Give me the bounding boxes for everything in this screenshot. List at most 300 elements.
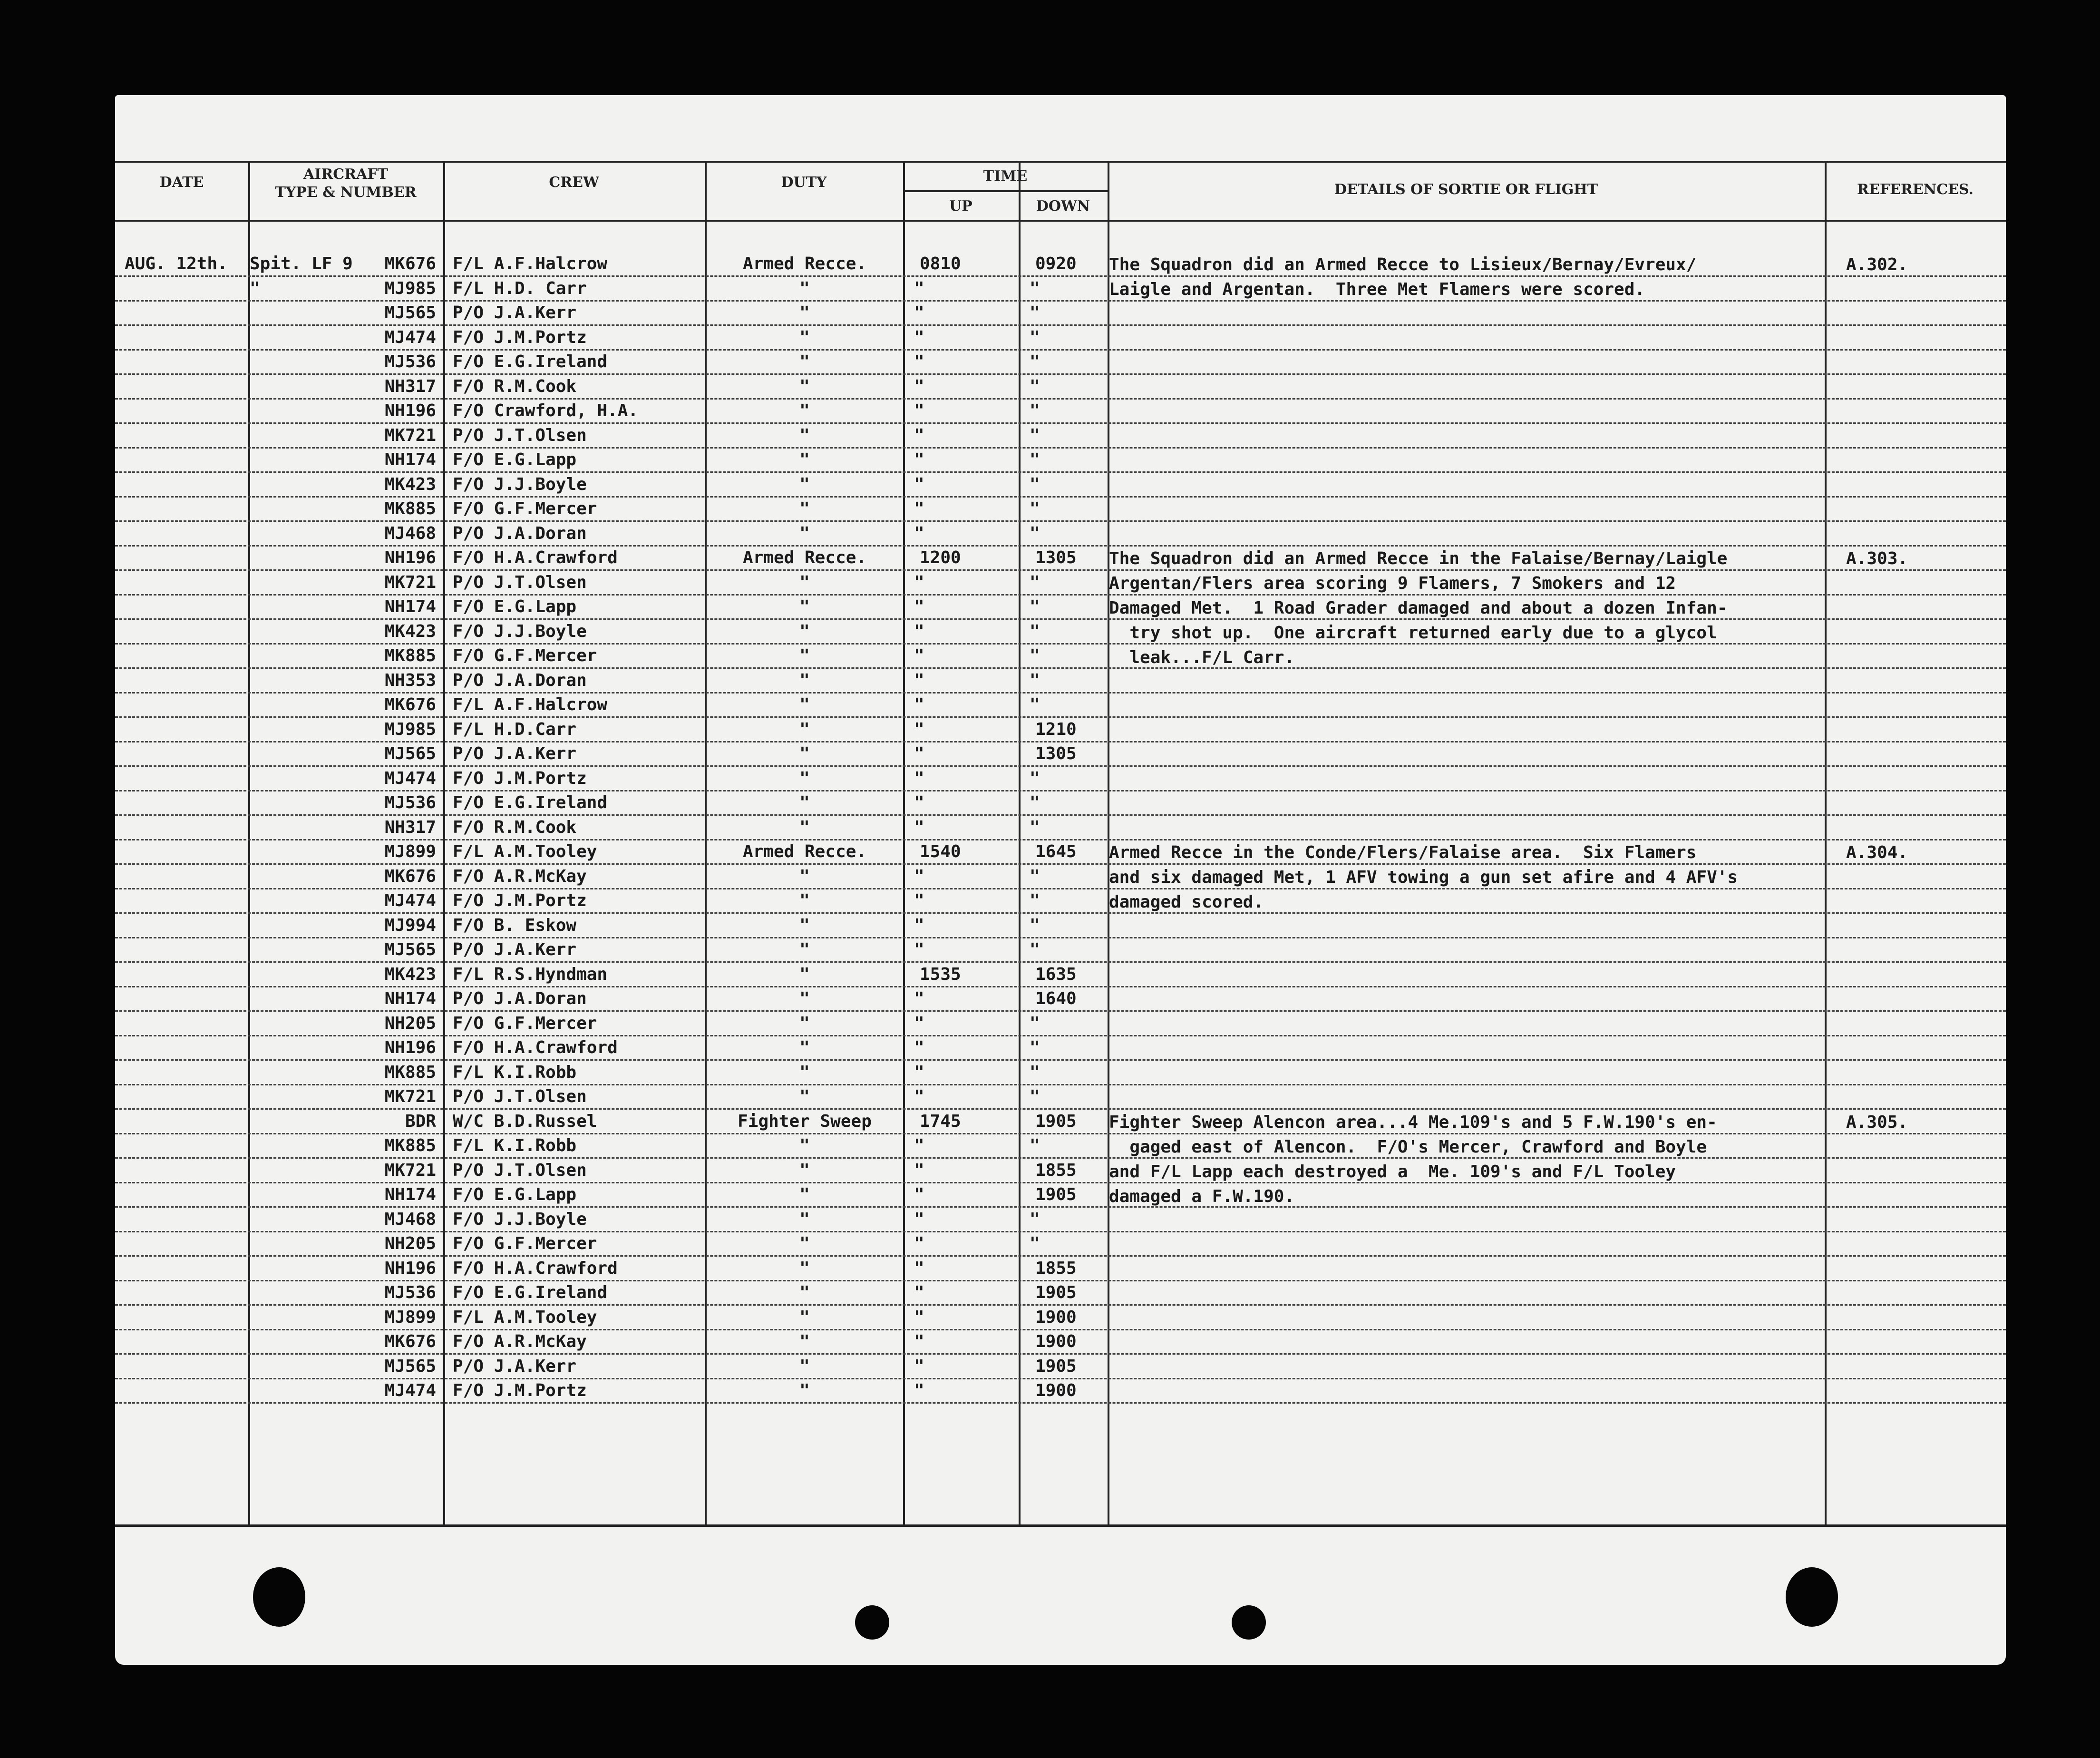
time-up-cell: " <box>914 425 924 445</box>
row-rule <box>115 741 2006 742</box>
time-up-cell: " <box>914 1038 924 1057</box>
duty-cell: " <box>799 450 810 469</box>
column-divider <box>705 162 707 1526</box>
time-up-cell: " <box>914 744 924 763</box>
time-up-cell: " <box>914 695 924 714</box>
time-down-cell: " <box>1030 670 1040 690</box>
row-rule <box>115 1231 2006 1232</box>
time-down-cell: 1900 <box>1035 1307 1077 1327</box>
aircraft-number-cell: MK676 <box>384 695 436 714</box>
header-details: DETAILS OF SORTIE OR FLIGHT <box>1334 181 1598 198</box>
aircraft-number-cell: MJ474 <box>384 768 436 788</box>
aircraft-number-cell: MJ468 <box>384 523 436 543</box>
time-down-cell: 1900 <box>1035 1332 1077 1351</box>
time-down-cell: " <box>1030 352 1040 371</box>
sortie-details: The Squadron did an Armed Recce in the Falaise/Bernay/Laigle Argentan/Flers area scoring 9 Flamers, 7 Smokers and 12 Damaged Met. 1 Road Grader damaged and about a dozen Infan- try shot up. One aircraft returned early due to a glycol leak...F/L Carr. <box>1109 549 1728 667</box>
time-down-cell: " <box>1030 425 1040 445</box>
aircraft-type-cell: Spit. LF 9 <box>250 254 353 273</box>
time-up-cell: " <box>914 352 924 371</box>
time-down-cell: " <box>1030 1087 1040 1106</box>
crew-cell: F/O G.F.Mercer <box>453 1013 597 1033</box>
punch-hole-center-left <box>855 1605 889 1640</box>
duty-cell: " <box>799 376 810 396</box>
crew-cell: P/O J.A.Kerr <box>453 303 577 322</box>
row-rule <box>115 324 2006 326</box>
time-down-cell: " <box>1030 1136 1040 1155</box>
time-up-cell: 1535 <box>920 964 961 984</box>
time-down-cell: 1305 <box>1035 744 1077 763</box>
duty-cell: Armed Recce. <box>742 548 867 567</box>
crew-cell: F/O R.M.Cook <box>453 376 577 396</box>
row-rule <box>115 447 2006 449</box>
aircraft-number-cell: NH205 <box>384 1234 436 1253</box>
time-down-cell: " <box>1030 523 1040 543</box>
row-rule <box>115 1402 2006 1404</box>
time-down-cell: " <box>1030 474 1040 494</box>
reference-cell: A.302. <box>1846 255 1908 274</box>
time-down-cell: 1905 <box>1035 1185 1077 1204</box>
crew-cell: F/L A.M.Tooley <box>453 1307 597 1327</box>
crew-cell: F/L A.F.Halcrow <box>453 695 608 714</box>
time-down-cell: " <box>1030 303 1040 322</box>
crew-cell: P/O J.A.Doran <box>453 523 587 543</box>
time-up-cell: " <box>914 278 924 298</box>
time-up-cell: " <box>914 474 924 494</box>
aircraft-number-cell: NH205 <box>384 1013 436 1033</box>
crew-cell: P/O J.A.Kerr <box>453 744 577 763</box>
aircraft-number-cell: MK423 <box>384 964 436 984</box>
duty-cell: " <box>799 1087 810 1106</box>
time-up-cell: " <box>914 793 924 812</box>
time-up-cell: " <box>914 572 924 592</box>
record-sheet <box>115 95 2006 1665</box>
aircraft-number-cell: NH196 <box>384 548 436 567</box>
row-rule <box>115 1329 2006 1330</box>
duty-cell: " <box>799 793 810 812</box>
row-rule <box>115 1133 2006 1134</box>
aircraft-number-cell: MJ468 <box>384 1209 436 1229</box>
crew-cell: F/L H.D. Carr <box>453 278 587 298</box>
date-cell: AUG. 12th. <box>125 254 228 273</box>
aircraft-number-cell: NH317 <box>384 817 436 837</box>
header-time: TIME <box>983 168 1028 185</box>
aircraft-number-cell: MJ474 <box>384 891 436 910</box>
aircraft-number-cell: MK423 <box>384 474 436 494</box>
crew-cell: F/O E.G.Ireland <box>453 352 608 371</box>
row-rule <box>115 765 2006 767</box>
duty-cell: " <box>799 1038 810 1057</box>
duty-cell: " <box>799 572 810 592</box>
time-up-cell: " <box>914 621 924 641</box>
time-up-cell: " <box>914 1356 924 1376</box>
row-rule <box>115 986 2006 987</box>
row-rule <box>115 692 2006 693</box>
time-down-cell: " <box>1030 401 1040 420</box>
aircraft-number-cell: NH174 <box>384 450 436 469</box>
aircraft-number-cell: NH196 <box>384 401 436 420</box>
time-down-cell: " <box>1030 793 1040 812</box>
time-up-cell: " <box>914 1283 924 1302</box>
crew-cell: F/O R.M.Cook <box>453 817 577 837</box>
aircraft-number-cell: MJ899 <box>384 842 436 861</box>
time-up-cell: " <box>914 1381 924 1400</box>
duty-cell: " <box>799 1013 810 1033</box>
duty-cell: " <box>799 964 810 984</box>
duty-cell: " <box>799 744 810 763</box>
time-down-cell: 1645 <box>1035 842 1077 861</box>
duty-cell: " <box>799 940 810 959</box>
time-up-cell: " <box>914 1332 924 1351</box>
time-down-cell: 1905 <box>1035 1283 1077 1302</box>
duty-cell: " <box>799 1381 810 1400</box>
aircraft-number-cell: MJ474 <box>384 1381 436 1400</box>
crew-cell: F/L A.F.Halcrow <box>453 254 608 273</box>
time-down-cell: " <box>1030 1234 1040 1253</box>
time-down-cell: " <box>1030 621 1040 641</box>
duty-cell: " <box>799 523 810 543</box>
time-down-cell: " <box>1030 1038 1040 1057</box>
crew-cell: F/L H.D.Carr <box>453 719 577 739</box>
aircraft-number-cell: MJ899 <box>384 1307 436 1327</box>
time-up-cell: " <box>914 499 924 518</box>
time-up-cell: " <box>914 1185 924 1204</box>
reference-cell: A.305. <box>1846 1112 1908 1132</box>
crew-cell: W/C B.D.Russel <box>453 1111 597 1131</box>
row-rule <box>115 1255 2006 1257</box>
duty-cell: Fighter Sweep <box>738 1111 872 1131</box>
aircraft-number-cell: MK676 <box>384 866 436 886</box>
aircraft-type-cell: " <box>250 278 260 298</box>
duty-cell: " <box>799 646 810 665</box>
time-up-cell: " <box>914 327 924 347</box>
time-up-cell: " <box>914 401 924 420</box>
row-rule <box>115 1035 2006 1036</box>
column-divider <box>1825 162 1827 1526</box>
time-down-cell: 0920 <box>1035 254 1077 273</box>
aircraft-number-cell: MJ985 <box>384 278 436 298</box>
duty-cell: " <box>799 327 810 347</box>
row-rule <box>115 961 2006 963</box>
row-rule <box>115 1206 2006 1208</box>
row-rule <box>115 373 2006 375</box>
duty-cell: " <box>799 1160 810 1180</box>
duty-cell: Armed Recce. <box>742 842 867 861</box>
crew-cell: F/O Crawford, H.A. <box>453 401 639 420</box>
row-rule <box>115 1108 2006 1110</box>
crew-cell: P/O J.A.Doran <box>453 670 587 690</box>
duty-cell: " <box>799 621 810 641</box>
duty-cell: Armed Recce. <box>742 254 867 273</box>
time-up-cell: " <box>914 646 924 665</box>
time-up-cell: " <box>914 940 924 959</box>
row-rule <box>115 1353 2006 1355</box>
aircraft-number-cell: MJ565 <box>384 303 436 322</box>
crew-cell: F/O J.M.Portz <box>453 1381 587 1400</box>
time-down-cell: " <box>1030 768 1040 788</box>
duty-cell: " <box>799 1209 810 1229</box>
punch-hole-center-right <box>1232 1605 1266 1640</box>
time-down-cell: " <box>1030 646 1040 665</box>
row-rule <box>115 422 2006 424</box>
aircraft-number-cell: MJ994 <box>384 915 436 935</box>
time-up-cell: 0810 <box>920 254 961 273</box>
time-down-cell: " <box>1030 1013 1040 1033</box>
duty-cell: " <box>799 597 810 616</box>
crew-cell: F/O J.M.Portz <box>453 768 587 788</box>
header-down: DOWN <box>1036 198 1090 215</box>
duty-cell: " <box>799 401 810 420</box>
time-down-cell: " <box>1030 327 1040 347</box>
time-up-cell: " <box>914 768 924 788</box>
time-down-cell: " <box>1030 572 1040 592</box>
time-up-cell: " <box>914 1062 924 1082</box>
time-down-cell: 1210 <box>1035 719 1077 739</box>
time-down-cell: " <box>1030 278 1040 298</box>
header-aircraft: AIRCRAFT TYPE & NUMBER <box>275 166 417 201</box>
row-rule <box>115 814 2006 816</box>
time-down-cell: 1855 <box>1035 1258 1077 1278</box>
column-divider <box>443 162 445 1526</box>
crew-cell: F/O J.J.Boyle <box>453 621 587 641</box>
aircraft-number-cell: MK885 <box>384 499 436 518</box>
duty-cell: " <box>799 817 810 837</box>
duty-cell: " <box>799 1234 810 1253</box>
row-rule <box>115 349 2006 351</box>
duty-cell: " <box>799 866 810 886</box>
time-up-cell: " <box>914 915 924 935</box>
aircraft-number-cell: MK721 <box>384 425 436 445</box>
crew-cell: F/O H.A.Crawford <box>453 1258 618 1278</box>
header-crew: CREW <box>549 174 599 191</box>
aircraft-number-cell: MK721 <box>384 1087 436 1106</box>
time-down-cell: " <box>1030 597 1040 616</box>
aircraft-number-cell: MK721 <box>384 572 436 592</box>
aircraft-number-cell: NH317 <box>384 376 436 396</box>
row-rule <box>115 1157 2006 1159</box>
time-up-cell: " <box>914 1087 924 1106</box>
crew-cell: F/O E.G.Lapp <box>453 597 577 616</box>
row-rule <box>115 1010 2006 1012</box>
duty-cell: " <box>799 695 810 714</box>
sortie-details: The Squadron did an Armed Recce to Lisieux/Bernay/Evreux/ Laigle and Argentan. Three Met Flamers were scored. <box>1109 255 1697 299</box>
crew-cell: F/O J.M.Portz <box>453 891 587 910</box>
duty-cell: " <box>799 1307 810 1327</box>
time-up-cell: " <box>914 989 924 1008</box>
row-rule <box>115 1059 2006 1061</box>
time-up-cell: " <box>914 891 924 910</box>
crew-cell: F/O E.G.Ireland <box>453 1283 608 1302</box>
aircraft-number-cell: NH196 <box>384 1258 436 1278</box>
punch-hole-left <box>253 1567 305 1627</box>
aircraft-number-cell: NH174 <box>384 989 436 1008</box>
crew-cell: F/O E.G.Lapp <box>453 450 577 469</box>
time-up-cell: " <box>914 817 924 837</box>
time-up-cell: " <box>914 450 924 469</box>
crew-cell: P/O J.T.Olsen <box>453 572 587 592</box>
table-bottom-rule <box>115 1524 2006 1527</box>
row-rule <box>115 398 2006 400</box>
aircraft-number-cell: MK885 <box>384 646 436 665</box>
duty-cell: " <box>799 1062 810 1082</box>
crew-cell: F/O J.J.Boyle <box>453 474 587 494</box>
duty-cell: " <box>799 425 810 445</box>
aircraft-number-cell: MK676 <box>384 1332 436 1351</box>
header-rule <box>903 190 1108 192</box>
row-rule <box>115 496 2006 498</box>
crew-cell: F/O A.R.McKay <box>453 866 587 886</box>
time-down-cell: " <box>1030 1209 1040 1229</box>
aircraft-number-cell: NH196 <box>384 1038 436 1057</box>
duty-cell: " <box>799 303 810 322</box>
duty-cell: " <box>799 891 810 910</box>
time-down-cell: " <box>1030 866 1040 886</box>
time-up-cell: " <box>914 1013 924 1033</box>
aircraft-number-cell: MJ474 <box>384 327 436 347</box>
crew-cell: F/L K.I.Robb <box>453 1136 577 1155</box>
duty-cell: " <box>799 915 810 935</box>
aircraft-number-cell: BDR <box>405 1111 436 1131</box>
aircraft-number-cell: NH174 <box>384 1185 436 1204</box>
aircraft-number-cell: MJ565 <box>384 744 436 763</box>
crew-cell: F/L K.I.Robb <box>453 1062 577 1082</box>
aircraft-number-cell: MJ536 <box>384 1283 436 1302</box>
crew-cell: P/O J.A.Kerr <box>453 1356 577 1376</box>
time-up-cell: " <box>914 1136 924 1155</box>
time-down-cell: 1640 <box>1035 989 1077 1008</box>
punch-hole-right <box>1786 1567 1838 1627</box>
time-up-cell: " <box>914 719 924 739</box>
time-down-cell: " <box>1030 817 1040 837</box>
time-up-cell: " <box>914 1209 924 1229</box>
time-up-cell: " <box>914 670 924 690</box>
time-up-cell: 1200 <box>920 548 961 567</box>
sortie-details: Fighter Sweep Alencon area...4 Me.109's and 5 F.W.190's en- gaged east of Alencon. F/O's Mercer, Crawford and Boyle and F/L Lapp each destroyed a Me. 109's and F/L Tooley damaged a F.W.190. <box>1109 1112 1717 1206</box>
duty-cell: " <box>799 352 810 371</box>
time-down-cell: 1305 <box>1035 548 1077 567</box>
duty-cell: " <box>799 989 810 1008</box>
row-rule <box>115 471 2006 473</box>
time-up-cell: " <box>914 1258 924 1278</box>
crew-cell: P/O J.A.Kerr <box>453 940 577 959</box>
time-up-cell: 1745 <box>920 1111 961 1131</box>
time-up-cell: " <box>914 376 924 396</box>
time-up-cell: 1540 <box>920 842 961 861</box>
crew-cell: F/O G.F.Mercer <box>453 1234 597 1253</box>
duty-cell: " <box>799 1283 810 1302</box>
time-down-cell: " <box>1030 891 1040 910</box>
crew-cell: F/O G.F.Mercer <box>453 646 597 665</box>
aircraft-number-cell: MK885 <box>384 1136 436 1155</box>
aircraft-number-cell: NH174 <box>384 597 436 616</box>
aircraft-number-cell: MJ565 <box>384 1356 436 1376</box>
time-up-cell: " <box>914 1307 924 1327</box>
header-rule <box>115 220 2006 222</box>
row-rule <box>115 1378 2006 1379</box>
row-rule <box>115 1280 2006 1281</box>
time-up-cell: " <box>914 303 924 322</box>
header-rule <box>115 161 2006 163</box>
duty-cell: " <box>799 1332 810 1351</box>
row-rule <box>115 937 2006 938</box>
crew-cell: P/O J.T.Olsen <box>453 425 587 445</box>
reference-cell: A.304. <box>1846 843 1908 862</box>
duty-cell: " <box>799 1356 810 1376</box>
crew-cell: F/O E.G.Lapp <box>453 1185 577 1204</box>
row-rule <box>115 1304 2006 1306</box>
time-up-cell: " <box>914 523 924 543</box>
aircraft-number-cell: MJ536 <box>384 793 436 812</box>
time-down-cell: 1900 <box>1035 1381 1077 1400</box>
time-down-cell: " <box>1030 376 1040 396</box>
crew-cell: P/O J.A.Doran <box>453 989 587 1008</box>
crew-cell: F/O J.M.Portz <box>453 327 587 347</box>
crew-cell: F/O G.F.Mercer <box>453 499 597 518</box>
time-down-cell: " <box>1030 499 1040 518</box>
crew-cell: F/O J.J.Boyle <box>453 1209 587 1229</box>
row-rule <box>115 300 2006 302</box>
duty-cell: " <box>799 1258 810 1278</box>
row-rule <box>115 275 2006 277</box>
time-down-cell: 1855 <box>1035 1160 1077 1180</box>
crew-cell: F/O B. Eskow <box>453 915 577 935</box>
crew-cell: F/O H.A.Crawford <box>453 548 618 567</box>
aircraft-number-cell: MJ565 <box>384 940 436 959</box>
time-down-cell: " <box>1030 695 1040 714</box>
row-rule <box>115 1182 2006 1183</box>
crew-cell: F/O E.G.Ireland <box>453 793 608 812</box>
row-rule <box>115 1084 2006 1085</box>
crew-cell: F/L A.M.Tooley <box>453 842 597 861</box>
header-date: DATE <box>159 174 204 191</box>
aircraft-number-cell: MK885 <box>384 1062 436 1082</box>
time-down-cell: " <box>1030 915 1040 935</box>
aircraft-number-cell: MJ985 <box>384 719 436 739</box>
aircraft-number-cell: NH353 <box>384 670 436 690</box>
row-rule <box>115 520 2006 522</box>
duty-cell: " <box>799 474 810 494</box>
header-duty: DUTY <box>781 174 827 191</box>
crew-cell: F/L R.S.Hyndman <box>453 964 608 984</box>
sortie-details: Armed Recce in the Conde/Flers/Falaise area. Six Flamers and six damaged Met, 1 AFV towing a gun set afire and 4 AFV's damaged scored. <box>1109 843 1738 912</box>
duty-cell: " <box>799 499 810 518</box>
time-up-cell: " <box>914 1234 924 1253</box>
duty-cell: " <box>799 719 810 739</box>
duty-cell: " <box>799 768 810 788</box>
crew-cell: F/O H.A.Crawford <box>453 1038 618 1057</box>
aircraft-number-cell: MK721 <box>384 1160 436 1180</box>
row-rule <box>115 716 2006 718</box>
column-divider <box>248 162 250 1526</box>
duty-cell: " <box>799 670 810 690</box>
time-up-cell: " <box>914 597 924 616</box>
reference-cell: A.303. <box>1846 549 1908 568</box>
time-down-cell: " <box>1030 940 1040 959</box>
aircraft-number-cell: MK676 <box>384 254 436 273</box>
row-rule <box>115 790 2006 791</box>
time-up-cell: " <box>914 866 924 886</box>
aircraft-number-cell: MJ536 <box>384 352 436 371</box>
aircraft-number-cell: MK423 <box>384 621 436 641</box>
time-down-cell: " <box>1030 450 1040 469</box>
column-divider <box>903 162 905 1526</box>
duty-cell: " <box>799 1136 810 1155</box>
time-down-cell: 1905 <box>1035 1356 1077 1376</box>
duty-cell: " <box>799 278 810 298</box>
time-down-cell: 1635 <box>1035 964 1077 984</box>
time-up-cell: " <box>914 1160 924 1180</box>
time-down-cell: 1905 <box>1035 1111 1077 1131</box>
crew-cell: P/O J.T.Olsen <box>453 1087 587 1106</box>
